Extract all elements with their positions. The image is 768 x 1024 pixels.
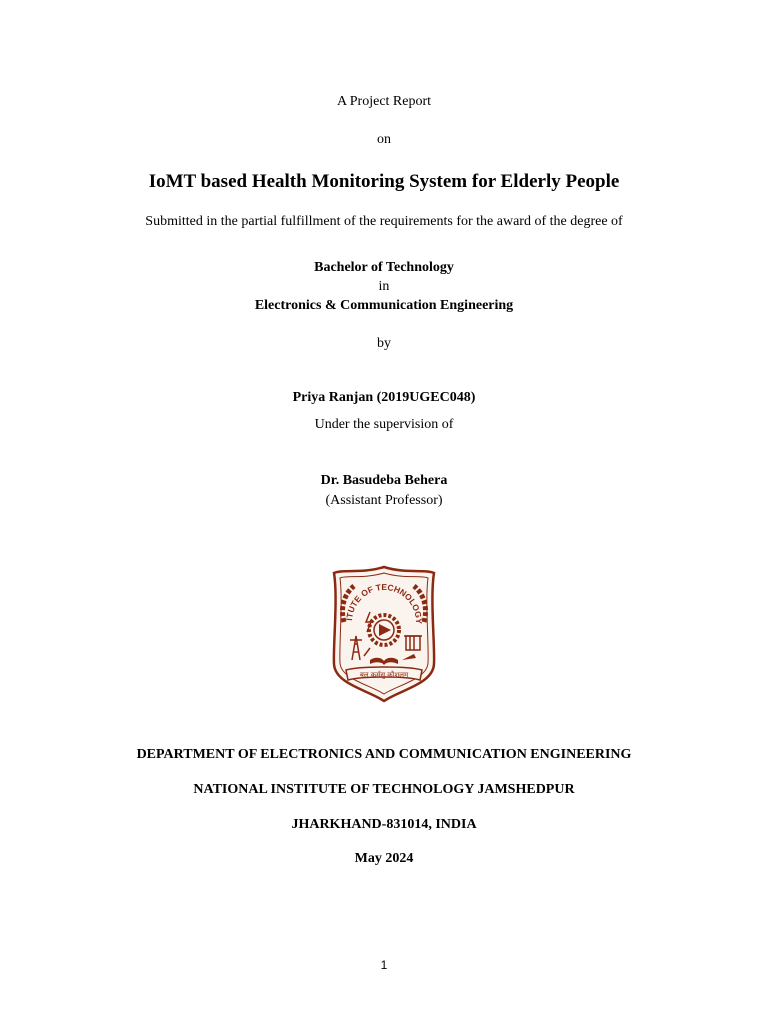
svg-text:बल कर्मसु कौशलम्: बल कर्मसु कौशलम्	[359, 671, 409, 679]
submission-date: May 2024	[354, 851, 414, 866]
in-label: in	[378, 279, 390, 294]
on-label: on	[377, 132, 391, 147]
report-header: A Project Report	[336, 94, 432, 109]
by-label: by	[377, 336, 391, 351]
branch-name: Electronics & Communication Engineering	[254, 298, 514, 313]
page-number: 1	[380, 958, 388, 972]
report-title: IoMT based Health Monitoring System for Elderly People	[148, 171, 620, 192]
institute-address: JHARKHAND-831014, INDIA	[291, 817, 477, 832]
submission-statement: Submitted in the partial fulfillment of the requirements for the award of the degree of	[145, 214, 623, 229]
supervision-label: Under the supervision of	[314, 417, 454, 432]
institute-name: NATIONAL INSTITUTE OF TECHNOLOGY JAMSHEDPUR	[193, 782, 575, 797]
degree-name: Bachelor of Technology	[314, 260, 454, 275]
author-name: Priya Ranjan (2019UGEC048)	[292, 390, 476, 405]
svg-text:NATIONAL INSTITUTE OF TECHNOLO: ITUTE OF TECHNOLOGY	[344, 581, 425, 624]
supervisor-designation: (Assistant Professor)	[325, 493, 443, 508]
department-name: DEPARTMENT OF ELECTRONICS AND COMMUNICATION ENGINEERING	[136, 747, 632, 762]
supervisor-name: Dr. Basudeba Behera	[320, 473, 448, 488]
institute-emblem	[330, 564, 438, 704]
